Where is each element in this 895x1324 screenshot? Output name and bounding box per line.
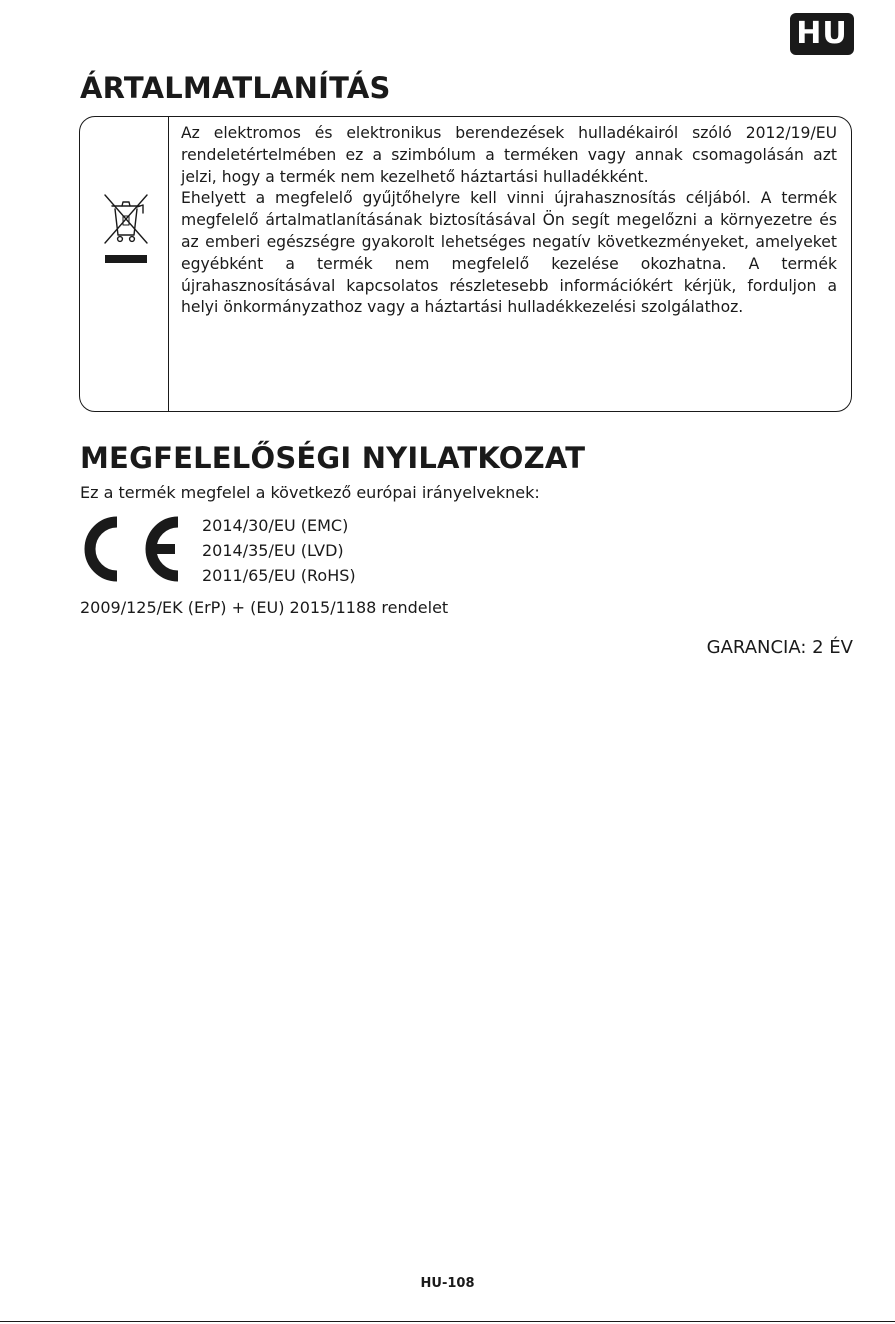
language-badge: HU	[790, 13, 854, 55]
warranty-text: GARANCIA: 2 ÉV	[706, 637, 853, 658]
disposal-text	[181, 123, 837, 319]
bottom-rule	[0, 1321, 895, 1322]
disposal-paragraph-2: Ehelyett a megfelelő gyűjtőhelyre kell vinni újrahasznosítás céljából. A termék megfelelő ártalmatlanításának biztosításával Ön segít megelőzni a környezetre és az emberi egészségre gyakorolt lehetséges negatív következményeket, amelyeket egyébként a termék nem megfelelő kezelése okozhatna. A termék újrahasznosításával kapcsolatos részletesebb információkért kérjük, forduljon a helyi önkormányzathoz vagy a háztartási hulladékkezelési szolgálathoz.	[181, 189, 837, 317]
conformity-intro: Ez a termék megfelel a következő európai irányelveknek:	[80, 483, 540, 502]
disposal-paragraph-1: Az elektromos és elektronikus berendezések hulladékairól szóló 2012/19/EU rendeletértelmében ez a szimbólum a terméken vagy annak csomagolásán azt jelzi, hogy a termék nem kezelhető háztartási hulladékként.	[181, 124, 837, 186]
directive-list	[202, 513, 356, 588]
disposal-info-box	[79, 116, 852, 412]
page-number: HU-108	[420, 1276, 475, 1291]
weee-crossed-bin-icon	[99, 191, 153, 271]
directive-item: 2014/30/EU (EMC)	[202, 516, 349, 535]
ce-mark-icon	[79, 512, 183, 586]
directive-item: 2011/65/EU (RoHS)	[202, 566, 356, 585]
regulation-line: 2009/125/EK (ErP) + (EU) 2015/1188 rendelet	[80, 598, 449, 617]
conformity-heading: MEGFELELŐSÉGI NYILATKOZAT	[80, 441, 586, 475]
directive-item: 2014/35/EU (LVD)	[202, 541, 344, 560]
box-divider	[168, 117, 169, 411]
disposal-heading: ÁRTALMATLANÍTÁS	[80, 71, 391, 105]
